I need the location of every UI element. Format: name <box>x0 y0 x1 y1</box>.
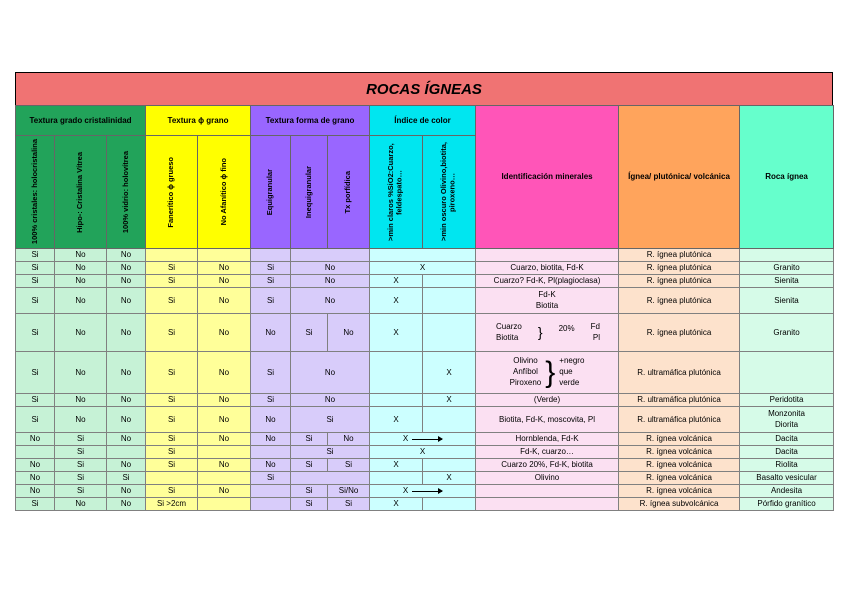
cell: No <box>107 262 146 275</box>
sub-claros: >min claros %SiO2:Cuarzo, feldespato… <box>370 136 423 249</box>
table-row <box>16 433 834 446</box>
cell: R. ígnea volcánica <box>619 459 740 472</box>
table-row <box>16 394 834 407</box>
cell <box>740 407 834 433</box>
sheet-title: ROCAS ÍGNEAS <box>15 72 833 106</box>
cell: No <box>198 485 251 498</box>
cell: Si <box>251 352 291 394</box>
cell: Si <box>146 485 198 498</box>
cell: Si <box>146 314 198 352</box>
sub-faneritico: Fanerítico ϕ grueso <box>146 136 198 249</box>
cell: X <box>370 407 423 433</box>
cell: R. ígnea volcánica <box>619 472 740 485</box>
cell: R. ígnea volcánica <box>619 446 740 459</box>
cell: No <box>55 394 107 407</box>
cell: Si <box>251 394 291 407</box>
cell: No <box>107 433 146 446</box>
rock-name: Diorita <box>774 419 799 429</box>
cell: Dacita <box>740 433 834 446</box>
cell: Si <box>251 472 291 485</box>
cell: Si <box>291 498 328 511</box>
cell: Si <box>291 407 370 433</box>
cell: No <box>16 459 55 472</box>
cell: Si <box>146 262 198 275</box>
cell: X <box>370 498 423 511</box>
cell: Si <box>55 459 107 472</box>
cell: Peridotita <box>740 394 834 407</box>
group-grano: Textura ϕ grano <box>146 106 251 136</box>
cell <box>198 498 251 511</box>
cell <box>198 249 251 262</box>
cell: Cuarzo, biotita, Fd-K <box>476 262 619 275</box>
cell <box>370 433 476 446</box>
cell: No <box>16 485 55 498</box>
cell: Si <box>251 288 291 314</box>
cell: No <box>107 394 146 407</box>
group-header-row <box>16 106 834 136</box>
percentage: 20% <box>558 323 575 333</box>
note: +negro <box>559 356 585 366</box>
cell: No <box>291 352 370 394</box>
header-roca: Roca ígnea <box>740 106 834 249</box>
cell: No <box>251 314 291 352</box>
cell <box>476 352 619 394</box>
header-identificacion: Identificación minerales <box>476 106 619 249</box>
cell: No <box>198 352 251 394</box>
cell <box>476 498 619 511</box>
cell: No <box>107 314 146 352</box>
cell: No <box>328 314 370 352</box>
cell <box>370 472 423 485</box>
cell: No <box>55 262 107 275</box>
cell: Si <box>55 446 107 459</box>
cell: R. ígnea plutónica <box>619 249 740 262</box>
cell: No <box>291 394 370 407</box>
cell: No <box>107 498 146 511</box>
table-row <box>16 485 834 498</box>
cell: Si <box>16 275 55 288</box>
table-row <box>16 472 834 485</box>
table-row <box>16 275 834 288</box>
rock-name: Monzonita <box>768 408 805 418</box>
cell: X <box>423 472 476 485</box>
cell <box>423 498 476 511</box>
cell: No <box>291 262 370 275</box>
cell: No <box>198 407 251 433</box>
cell: No <box>198 394 251 407</box>
cell: No <box>107 249 146 262</box>
cell: X <box>370 275 423 288</box>
cell: No <box>16 433 55 446</box>
sub-inequigranular: Inequigranular <box>291 136 328 249</box>
arrow-right-icon <box>412 491 442 492</box>
brace-icon: } <box>545 355 556 389</box>
cell: No <box>55 407 107 433</box>
header-tipo: Ígnea/ plutónica/ volcánica <box>619 106 740 249</box>
cell: No <box>55 498 107 511</box>
cell: X <box>370 446 476 459</box>
cell: Pórfido granítico <box>740 498 834 511</box>
note: verde <box>559 377 580 387</box>
cell: No <box>198 433 251 446</box>
cell: R. ígnea plutónica <box>619 288 740 314</box>
arrow-right-icon <box>412 439 442 440</box>
cell: Cuarzo? Fd-K, Pl(plagioclasa) <box>476 275 619 288</box>
cell: R. ígnea volcánica <box>619 433 740 446</box>
cell <box>198 472 251 485</box>
cell <box>423 459 476 472</box>
cell <box>146 472 198 485</box>
table-row <box>16 459 834 472</box>
cell: Basalto vesicular <box>740 472 834 485</box>
cell: R. ígnea plutónica <box>619 275 740 288</box>
table-row <box>16 314 834 352</box>
cell: X <box>370 314 423 352</box>
cell: Si <box>146 288 198 314</box>
cell: No <box>55 249 107 262</box>
cell: No <box>55 275 107 288</box>
cell: Si <box>146 433 198 446</box>
cell: No <box>55 314 107 352</box>
cell: Si <box>16 394 55 407</box>
cell: Si <box>16 249 55 262</box>
cell: No <box>251 433 291 446</box>
cell: No <box>107 275 146 288</box>
cell: Si >2cm <box>146 498 198 511</box>
cell: R. ígnea subvolcánica <box>619 498 740 511</box>
cell: X <box>423 394 476 407</box>
table-row <box>16 498 834 511</box>
cell: R. ígnea volcánica <box>619 485 740 498</box>
cell <box>251 485 291 498</box>
cell: Si <box>146 459 198 472</box>
cell: Si <box>16 407 55 433</box>
table-row <box>16 249 834 262</box>
cell <box>198 446 251 459</box>
group-color: Índice de color <box>370 106 476 136</box>
note: que <box>559 367 573 377</box>
cell: R. ultramáfica plutónica <box>619 394 740 407</box>
cell: Si <box>146 407 198 433</box>
cell: No <box>107 485 146 498</box>
cell: No <box>328 433 370 446</box>
mark: X <box>402 434 409 444</box>
cell: Granito <box>740 314 834 352</box>
group-cristalinidad: Textura grado cristalinidad <box>16 106 146 136</box>
cell: Si <box>291 446 370 459</box>
cell: X <box>370 459 423 472</box>
cell: Sienita <box>740 275 834 288</box>
cell: R. ígnea plutónica <box>619 262 740 275</box>
mineral: Pl <box>592 332 601 342</box>
cell: Fd-K, cuarzo… <box>476 446 619 459</box>
cell: No <box>198 262 251 275</box>
cell <box>251 498 291 511</box>
cell <box>423 288 476 314</box>
cell: Si <box>107 472 146 485</box>
cell: Si <box>16 352 55 394</box>
cell: No <box>198 275 251 288</box>
cell: Si <box>146 394 198 407</box>
cell: No <box>55 288 107 314</box>
cell: Si <box>146 352 198 394</box>
cell <box>740 249 834 262</box>
mineral: Piroxeno <box>509 377 542 387</box>
cell: Cuarzo 20%, Fd-K, biotita <box>476 459 619 472</box>
cell <box>476 288 619 314</box>
cell <box>146 249 198 262</box>
cell: Riolita <box>740 459 834 472</box>
cell: X <box>370 262 476 275</box>
cell: No <box>251 407 291 433</box>
sub-porfidica: Tx porfídica <box>328 136 370 249</box>
sub-hipocristalina: Hipo-: Cristalina Vítrea <box>55 136 107 249</box>
cell <box>476 314 619 352</box>
cell <box>476 485 619 498</box>
cell: Si <box>146 275 198 288</box>
cell <box>740 352 834 394</box>
table-row <box>16 262 834 275</box>
mineral: Olivino <box>513 356 538 366</box>
cell: R. ígnea plutónica <box>619 314 740 352</box>
cell: Si <box>291 459 328 472</box>
table-row <box>16 288 834 314</box>
cell: No <box>291 288 370 314</box>
cell: Si <box>328 459 370 472</box>
cell: R. ultramáfica plutónica <box>619 352 740 394</box>
cell: No <box>251 459 291 472</box>
cell: No <box>55 352 107 394</box>
table-row <box>16 407 834 433</box>
cell <box>107 446 146 459</box>
cell: No <box>16 472 55 485</box>
mark: X <box>402 486 409 496</box>
cell: Si <box>328 498 370 511</box>
table-row <box>16 446 834 459</box>
sub-afanitico: No Afanítico ϕ fino <box>198 136 251 249</box>
cell: Si <box>251 275 291 288</box>
cell: Hornblenda, Fd-K <box>476 433 619 446</box>
rocks-sheet <box>15 72 833 511</box>
cell: Si <box>291 485 328 498</box>
cell: Si <box>16 314 55 352</box>
cell: Dacita <box>740 446 834 459</box>
group-forma: Textura forma de grano <box>251 106 370 136</box>
cell <box>423 275 476 288</box>
cell: Si <box>291 314 328 352</box>
cell <box>251 249 291 262</box>
mineral: Fd <box>590 321 601 331</box>
cell: No <box>198 459 251 472</box>
igneous-rocks-table <box>15 105 834 511</box>
cell: Si <box>16 262 55 275</box>
cell <box>291 249 370 262</box>
table-row <box>16 352 834 394</box>
cell: No <box>107 288 146 314</box>
cell: Sienita <box>740 288 834 314</box>
cell <box>291 472 370 485</box>
cell <box>370 352 423 394</box>
sub-equigranular: Equigranular <box>251 136 291 249</box>
brace-icon: } <box>537 324 543 341</box>
cell: No <box>107 407 146 433</box>
sub-holovitrea: 100% vidrio: holovítrea <box>107 136 146 249</box>
cell: R. ultramáfica plutónica <box>619 407 740 433</box>
cell: Si <box>55 485 107 498</box>
cell: X <box>370 288 423 314</box>
cell: No <box>198 314 251 352</box>
cell <box>251 446 291 459</box>
cell: Olivino <box>476 472 619 485</box>
mineral: Fd-K <box>538 289 556 299</box>
mineral: Cuarzo <box>496 321 522 331</box>
sub-holocristalina: 100% cristales: holocristalina <box>16 136 55 249</box>
cell: Si <box>146 446 198 459</box>
mineral: Anfíbol <box>512 367 538 377</box>
sub-oscuros: >min oscuro Olivino,biotita, piroxeno… <box>423 136 476 249</box>
cell <box>370 249 476 262</box>
cell: No <box>107 459 146 472</box>
cell: No <box>198 288 251 314</box>
cell: No <box>291 275 370 288</box>
cell: Andesita <box>740 485 834 498</box>
cell <box>370 394 423 407</box>
cell <box>423 407 476 433</box>
cell: Biotita, Fd-K, moscovita, Pl <box>476 407 619 433</box>
cell: (Verde) <box>476 394 619 407</box>
cell: No <box>107 352 146 394</box>
cell: Si <box>16 288 55 314</box>
cell: Si/No <box>328 485 370 498</box>
mineral: Biotita <box>496 332 519 342</box>
cell: Si <box>291 433 328 446</box>
cell: Si <box>55 433 107 446</box>
cell: Si <box>16 498 55 511</box>
cell: X <box>423 352 476 394</box>
cell <box>370 485 476 498</box>
cell <box>16 446 55 459</box>
cell <box>423 314 476 352</box>
cell <box>476 249 619 262</box>
mineral: Biotita <box>535 300 559 310</box>
cell: Si <box>251 262 291 275</box>
cell: Si <box>55 472 107 485</box>
cell: Granito <box>740 262 834 275</box>
